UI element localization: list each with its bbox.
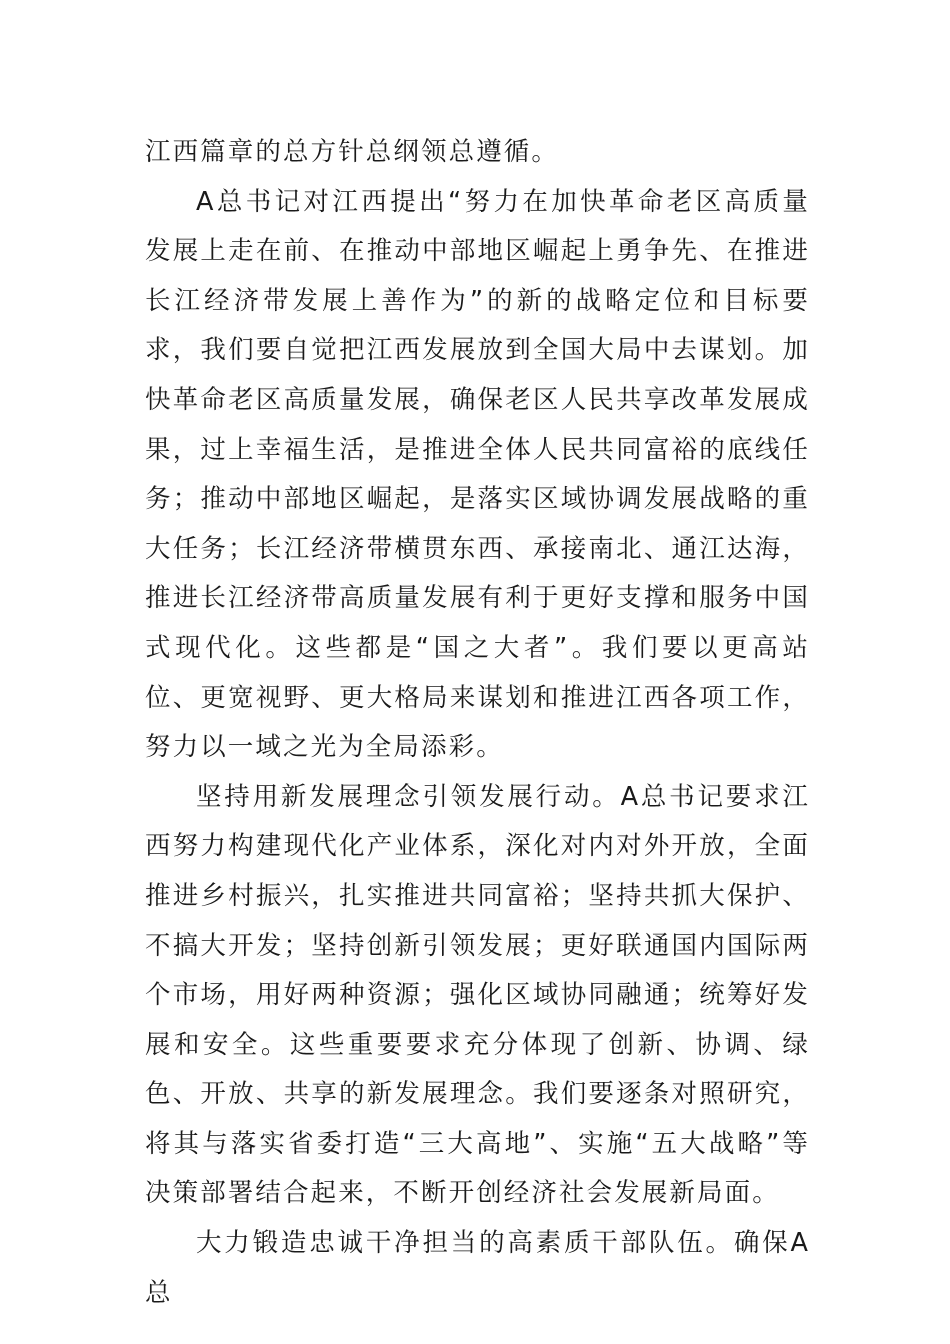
paragraph-continuation: 江西篇章的总方针总纲领总遵循。 <box>145 137 560 167</box>
paragraph-new-development-concept: 坚持用新发展理念引领发展行动。A总书记要求江西努力构建现代化产业体系，深化对内对外开放，全面推进乡村振兴，扎实推进共同富裕；坚持共抓大保护、不搞大开发；坚持创新引领发展；更好联通国内国际两个市场，用好两种资源；强化区域协同融通；统筹好发展和安全。这些重要要求充分体现了创新、协调、绿色、开放、共享的新发展理念。我们要逐条对照研究，将其与落实省委打造“三大高地”、实施“五大战略”等决策部署结合起来，不断开创经济社会发展新局面。 <box>145 781 810 1209</box>
paragraph-cadre-team: 大力锻造忠诚干净担当的高素质干部队伍。确保A总 <box>145 1228 810 1308</box>
paragraph-strategic-positioning: A总书记对江西提出“努力在加快革命老区高质量发展上走在前、在推动中部地区崛起上勇争先、在推进长江经济带发展上善作为”的新的战略定位和目标要求，我们要自觉把江西发展放到全国大局中去谋划。加快革命老区高质量发展，确保老区人民共享改革发展成果，过上幸福生活，是推进全体人民共同富裕的底线任务；推动中部地区崛起，是落实区域协调发展战略的重大任务；长江经济带横贯东西、承接南北、通江达海，推进长江经济带高质量发展有利于更好支撑和服务中国式现代化。这些都是“国之大者”。我们要以更高站位、更宽视野、更大格局来谋划和推进江西各项工作，努力以一域之光为全局添彩。 <box>145 186 810 763</box>
document-body <box>145 128 810 1318</box>
